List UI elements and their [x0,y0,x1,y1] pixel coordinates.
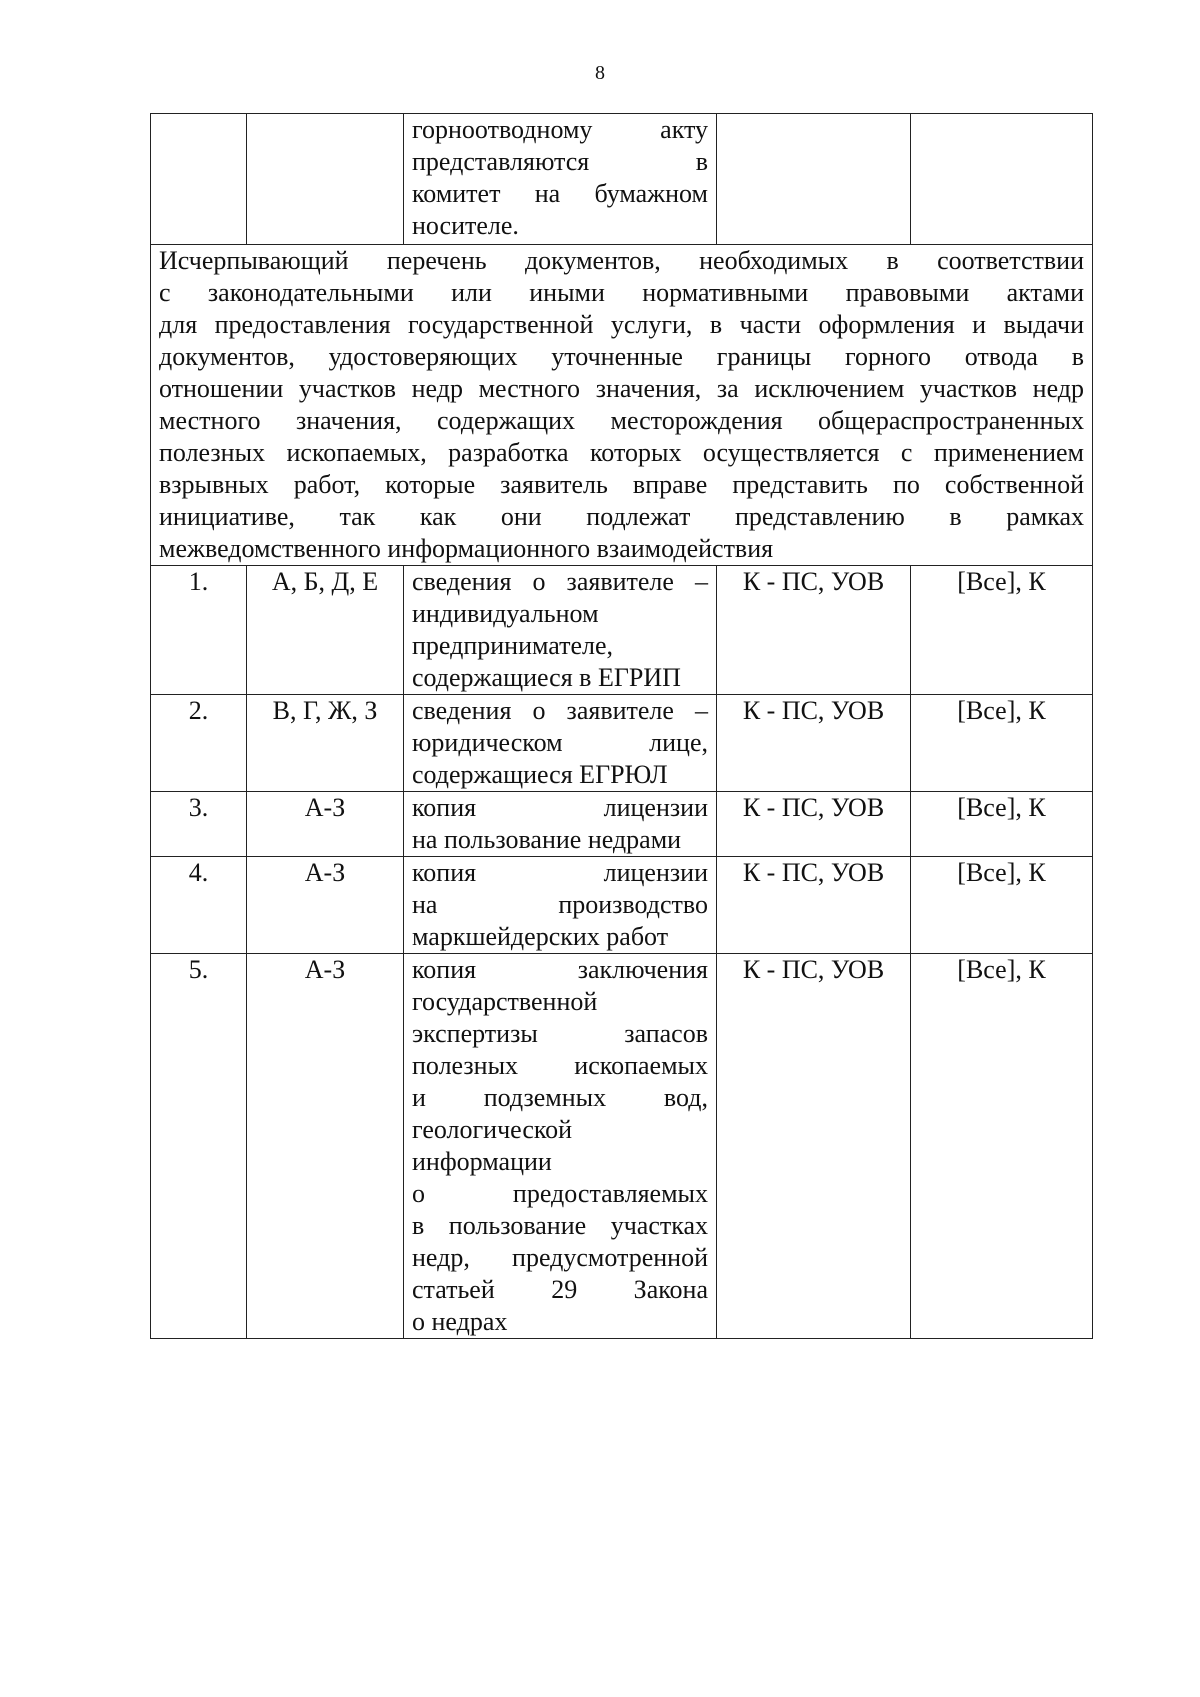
document-line: сведения о заявителе – [412,696,708,725]
heading-line: для предоставления государственной услуги, в части оформления и выдачи [159,310,1084,339]
cell-form-empty [717,114,911,245]
row-requirement: [Все], К [911,695,1093,792]
heading-line: местного значения, содержащих месторождения общераспространенных [159,406,1084,435]
heading-line: Исчерпывающий перечень документов, необходимых в соответствии [159,246,1084,275]
table-row-continued [151,114,1093,245]
row-categories: А-З [247,857,404,954]
heading-line: инициативе, так как они подлежат представлению в рамках [159,502,1084,531]
document-line: горноотводному акту [412,115,708,144]
row-requirement: [Все], К [911,792,1093,857]
row-number: 5. [151,954,247,1339]
document-line: копия лицензии [412,793,708,822]
document-line: и подземных вод, [412,1083,708,1112]
row-form: К - ПС, УОВ [717,566,911,695]
document-line: содержащиеся ЕГРЮЛ [412,760,668,789]
table-row [151,566,1093,695]
document-line: о недрах [412,1307,508,1336]
row-requirement: [Все], К [911,566,1093,695]
document-line: юридическом лице, [412,728,708,757]
document-line: сведения о заявителе – [412,567,708,596]
document-line: полезных ископаемых [412,1051,708,1080]
document-line: носителе. [412,211,519,240]
table-row [151,954,1093,1339]
heading-line: межведомственного информационного взаимодействия [159,534,774,563]
document-line: государственной [412,987,598,1016]
document-line: статьей 29 Закона [412,1275,708,1304]
document-line: маркшейдерских работ [412,922,669,951]
cell-document-continued [404,114,717,245]
section-heading [151,245,1093,566]
document-line: экспертизы запасов [412,1019,708,1048]
document-line: содержащиеся в ЕГРИП [412,663,681,692]
document-line: информации [412,1147,552,1176]
row-form: К - ПС, УОВ [717,954,911,1339]
document-line: на производство [412,890,708,919]
table-row [151,695,1093,792]
row-number: 1. [151,566,247,695]
row-document [404,857,717,954]
document-line: индивидуальном [412,599,599,628]
row-document [404,695,717,792]
row-categories: А-З [247,792,404,857]
cell-category-empty [247,114,404,245]
documents-table [150,113,1093,1339]
row-number: 3. [151,792,247,857]
document-line: геологической [412,1115,573,1144]
row-categories: В, Г, Ж, З [247,695,404,792]
table-row [151,857,1093,954]
heading-line: документов, удостоверяющих уточненные границы горного отвода в [159,342,1084,371]
row-requirement: [Все], К [911,954,1093,1339]
row-form: К - ПС, УОВ [717,857,911,954]
heading-line: с законодательными или иными нормативными правовыми актами [159,278,1084,307]
table-row [151,792,1093,857]
row-categories: А-З [247,954,404,1339]
row-document [404,954,717,1339]
document-line: о предоставляемых [412,1179,708,1208]
row-number: 2. [151,695,247,792]
page-number: 8 [595,62,605,84]
row-document [404,566,717,695]
heading-line: отношении участков недр местного значения, за исключением участков недр [159,374,1084,403]
document-line: представляются в [412,147,708,176]
document-line: на пользование недрами [412,825,682,854]
document-line: предпринимателе, [412,631,614,660]
cell-num-empty [151,114,247,245]
section-heading-row [151,245,1093,566]
cell-requirement-empty [911,114,1093,245]
row-categories: А, Б, Д, Е [247,566,404,695]
heading-line: полезных ископаемых, разработка которых осуществляется с применением [159,438,1084,467]
document-line: недр, предусмотренной [412,1243,708,1272]
document-line: комитет на бумажном [412,179,708,208]
row-form: К - ПС, УОВ [717,792,911,857]
document-line: копия лицензии [412,858,708,887]
row-document [404,792,717,857]
heading-line: взрывных работ, которые заявитель вправе представить по собственной [159,470,1084,499]
row-requirement: [Все], К [911,857,1093,954]
row-form: К - ПС, УОВ [717,695,911,792]
document-line: копия заключения [412,955,708,984]
document-line: в пользование участках [412,1211,708,1240]
row-number: 4. [151,857,247,954]
